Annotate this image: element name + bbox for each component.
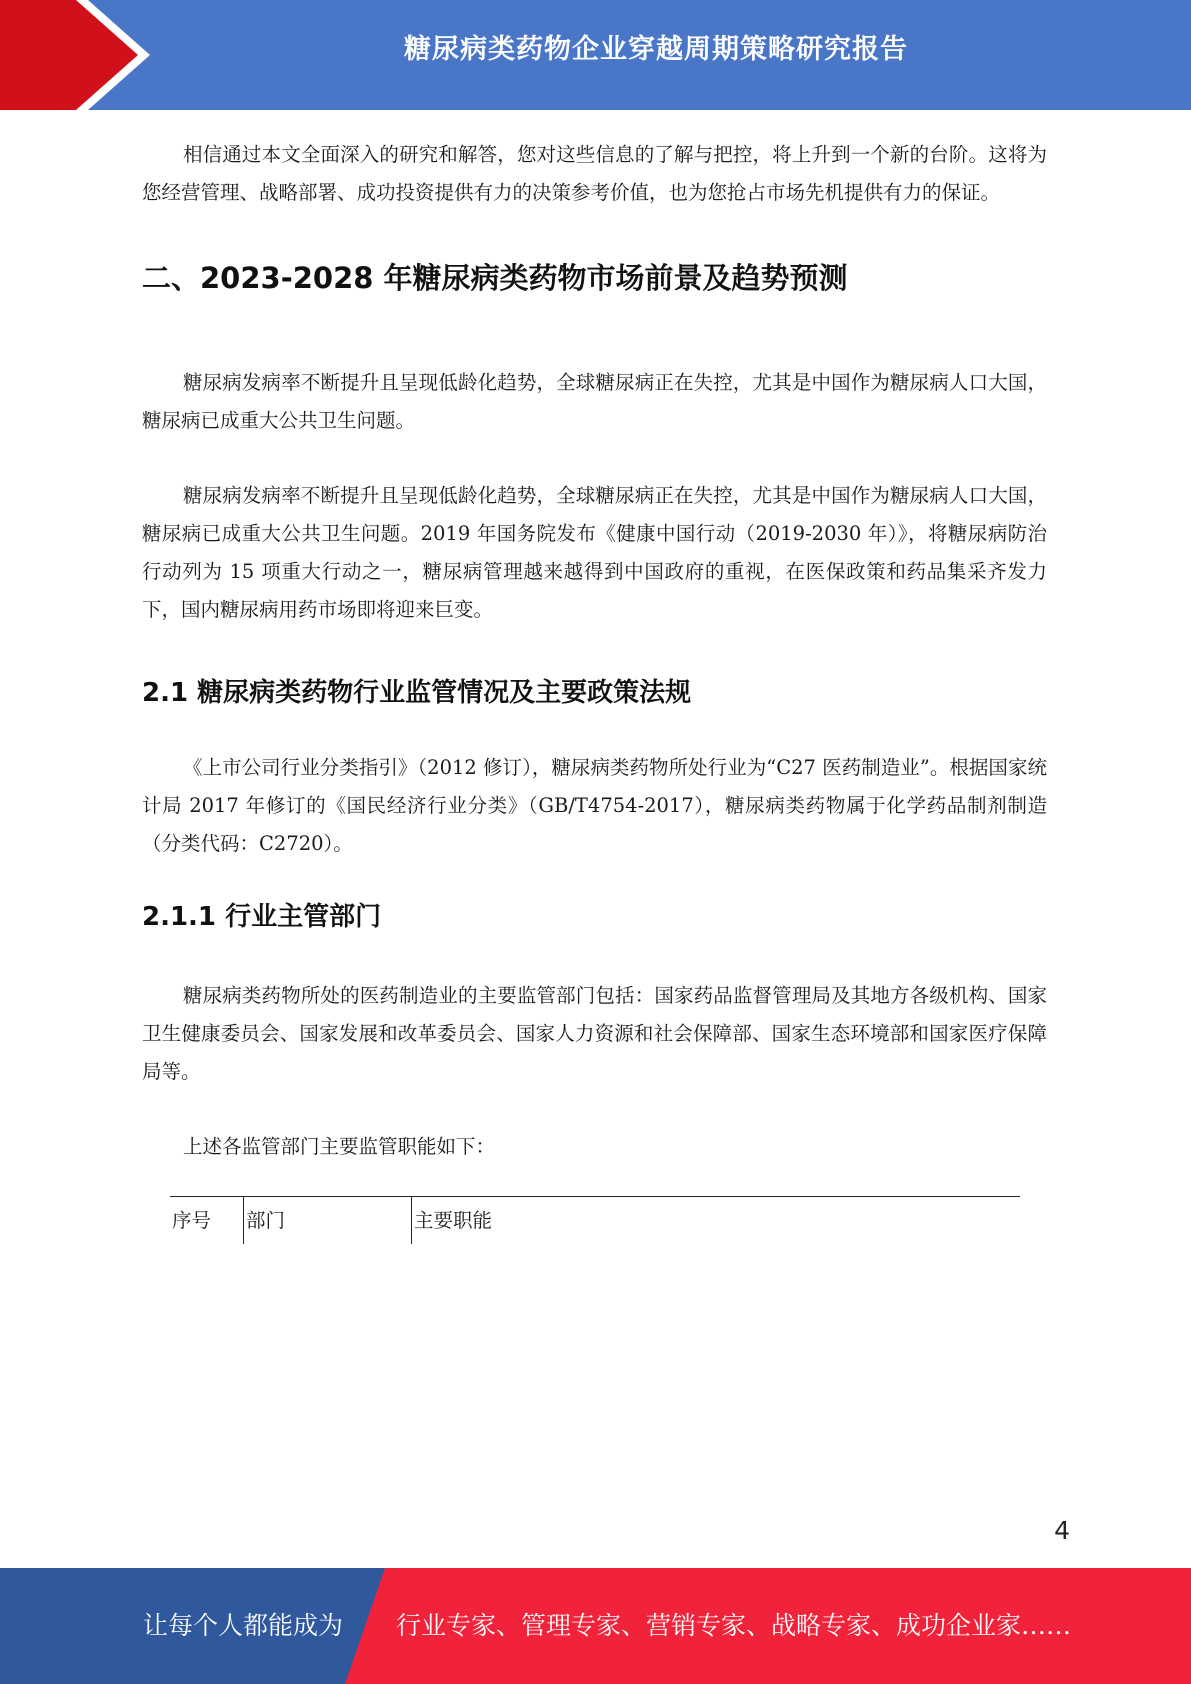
footer-slogan-right: 行业专家、管理专家、营销专家、战略专家、成功企业家…… [396,1611,1072,1640]
section-2-1-1-paragraph-2: 上述各监管部门主要监管职能如下： [183,1135,496,1158]
table-header-function: 主要职能 [414,1209,493,1232]
footer-banner [0,1568,1191,1684]
section-2-1-1-heading: 2.1.1 行业主管部门 [142,902,382,932]
table-header-index: 序号 [170,1197,244,1244]
table-header-department: 部门 [244,1197,412,1244]
section-2-paragraph-1: 糖尿病发病率不断提升且呈现低龄化趋势，全球糖尿病正在失控，尤其是中国作为糖尿病人口大国，糖尿病已成重大公共卫生问题。 [142,371,1047,432]
report-title: 糖尿病类药物企业穿越周期策略研究报告 [404,34,908,65]
header-chevron-icon [0,0,138,110]
section-2-heading: 二、2023-2028 年糖尿病类药物市场前景及趋势预测 [142,261,848,295]
section-2-1-heading: 2.1 糖尿病类药物行业监管情况及主要政策法规 [142,678,692,708]
footer-slogan-left: 让每个人都能成为 [143,1611,344,1640]
section-2-paragraph-2: 糖尿病发病率不断提升且呈现低龄化趋势，全球糖尿病正在失控，尤其是中国作为糖尿病人口大国，糖尿病已成重大公共卫生问题。2019 年国务院发布《健康中国行动（2019-2030 年）》，将糖尿病防治行动列为 15 项重大行动之一，糖尿病管理越来越得到中国政府的重视，在医保政策和药品集采齐发力下，国内糖尿病用药市场即将迎来巨变。 [142,484,1047,621]
table-header-row [170,1197,1020,1244]
section-2-1-paragraph: 《上市公司行业分类指引》（2012 修订），糖尿病类药物所处行业为“C27 医药制造业”。根据国家统计局 2017 年修订的《国民经济行业分类》（GB/T4754-2017），糖尿病类药物属于化学药品制剂制造（分类代码：C2720）。 [142,756,1047,855]
intro-paragraph: 相信通过本文全面深入的研究和解答，您对这些信息的了解与把控，将上升到一个新的台阶。这将为您经营管理、战略部署、成功投资提供有力的决策参考价值，也为您抢占市场先机提供有力的保证。 [142,143,1047,204]
page-number: 4 [1054,1516,1070,1545]
regulator-table [170,1196,1020,1244]
header-banner [0,0,1191,110]
section-2-1-1-paragraph-1: 糖尿病类药物所处的医药制造业的主要监管部门包括：国家药品监督管理局及其地方各级机构、国家卫生健康委员会、国家发展和改革委员会、国家人力资源和社会保障部、国家生态环境部和国家医疗保障局等。 [142,984,1047,1083]
document-body [142,130,1047,1166]
